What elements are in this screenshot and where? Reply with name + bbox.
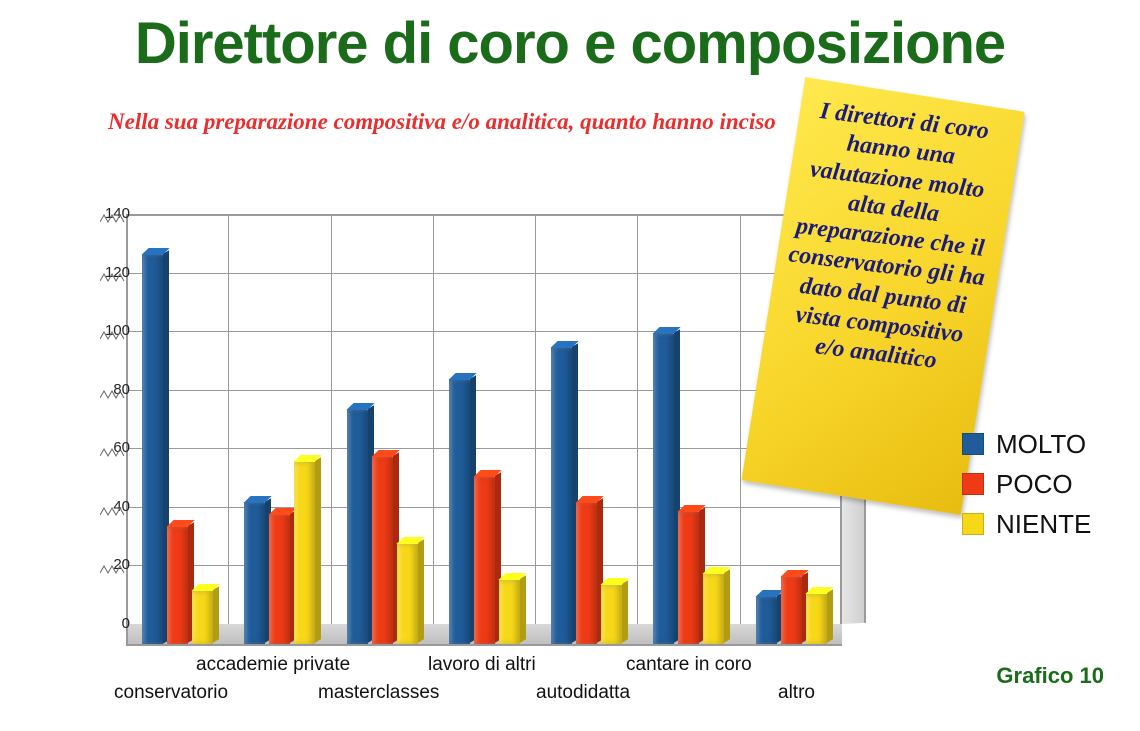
bar-group — [637, 234, 739, 644]
y-axis-tick-mark — [100, 327, 126, 336]
y-axis-tick-mark — [100, 561, 126, 570]
callout-note-text: I direttori di coro hanno una valutazione molto alta della preparazione che il conservatorio gli ha dato dal punto di vista compositivo e/o analitico — [787, 98, 991, 375]
bar-niente-masterclasses — [397, 544, 418, 644]
bar-face — [678, 512, 699, 644]
legend-item — [962, 424, 1091, 464]
bar-side — [724, 569, 730, 643]
category-label: masterclasses — [318, 682, 440, 703]
bar-face — [806, 594, 827, 644]
bar-face — [653, 334, 674, 644]
y-axis-tick-mark — [100, 386, 126, 395]
bar-molto-conservatorio — [142, 255, 163, 645]
category-label: altro — [778, 682, 815, 703]
bar-poco-lavoro-di-altri — [474, 477, 495, 644]
bar-face — [142, 255, 163, 645]
bar-molto-altro — [756, 597, 777, 644]
legend-label: MOLTO — [996, 428, 1087, 459]
y-axis-tick-mark — [100, 210, 126, 219]
bar-niente-cantare-in-coro — [703, 574, 724, 644]
category-label: conservatorio — [114, 682, 229, 703]
bar-group — [535, 234, 637, 644]
bar-face — [551, 348, 572, 644]
page-title: Direttore di coro e composizione — [134, 11, 1006, 76]
bar-molto-lavoro-di-altri — [449, 380, 470, 644]
bar-poco-cantare-in-coro — [678, 512, 699, 644]
bar-side — [418, 540, 424, 643]
bar-face — [449, 380, 470, 644]
bar-poco-conservatorio — [167, 527, 188, 644]
bar-face — [244, 503, 265, 644]
bar-side — [827, 589, 833, 642]
category-label: cantare in coro — [626, 654, 752, 675]
bar-face — [294, 462, 315, 644]
y-axis-tick-label: 120 — [104, 263, 130, 281]
bar-side — [213, 587, 219, 643]
y-axis-tick-label: 140 — [104, 205, 130, 222]
legend-swatch-poco — [962, 473, 984, 495]
bar-face — [192, 591, 213, 644]
y-axis-tick-label: 40 — [113, 497, 130, 515]
bar-face — [703, 574, 724, 644]
category-label: autodidatta — [536, 682, 631, 703]
bar-poco-accademie-private — [269, 515, 290, 644]
slide-subtitle: Nella sua preparazione compositiva e/o analitica, quanto hanno inciso — [108, 109, 776, 134]
bar-face — [576, 503, 597, 644]
bar-molto-cantare-in-coro — [653, 334, 674, 644]
category-label: lavoro di altri — [428, 654, 536, 675]
chart-caption: Grafico 10 — [996, 663, 1104, 688]
bar-side — [622, 581, 628, 643]
gridline — [126, 214, 842, 215]
legend-swatch-molto — [962, 433, 984, 455]
chart-legend — [962, 424, 1091, 544]
bar-face — [499, 580, 520, 644]
legend-label: NIENTE — [996, 508, 1092, 539]
bar-face — [474, 477, 495, 644]
y-axis-tick-label: 20 — [113, 556, 130, 574]
bar-niente-lavoro-di-altri — [499, 580, 520, 644]
legend-label: POCO — [996, 468, 1073, 499]
bar-face — [781, 577, 802, 644]
bar-molto-masterclasses — [347, 410, 368, 644]
bar-face — [167, 527, 188, 644]
bar-niente-accademie-private — [294, 462, 315, 644]
bar-group — [433, 234, 535, 644]
bar-group — [126, 234, 228, 644]
bar-face — [756, 597, 777, 644]
legend-item — [962, 464, 1091, 504]
y-axis-tick-mark — [100, 503, 126, 512]
bar-group — [228, 234, 330, 644]
bar-face — [269, 515, 290, 644]
bar-poco-altro — [781, 577, 802, 644]
legend-swatch-niente — [962, 513, 984, 535]
bar-face — [347, 410, 368, 644]
bar-niente-altro — [806, 594, 827, 644]
bar-group — [331, 234, 433, 644]
bar-side — [520, 575, 526, 643]
y-axis-tick-label: 60 — [113, 439, 130, 457]
y-axis-tick-label: 80 — [113, 380, 130, 398]
bar-molto-accademie-private — [244, 503, 265, 644]
bar-poco-masterclasses — [372, 457, 393, 644]
y-axis-tick-mark — [100, 444, 126, 453]
bar-face — [397, 544, 418, 644]
category-label: accademie private — [196, 654, 351, 675]
y-axis-tick-label: 0 — [121, 615, 130, 632]
bar-molto-autodidatta — [551, 348, 572, 644]
y-axis-tick-mark — [100, 269, 126, 278]
bar-poco-autodidatta — [576, 503, 597, 644]
bar-face — [372, 457, 393, 644]
category-axis-labels — [78, 648, 978, 708]
y-axis-tick-label: 100 — [104, 322, 130, 340]
bar-niente-conservatorio — [192, 591, 213, 644]
bar-niente-autodidatta — [601, 585, 622, 644]
legend-item — [962, 504, 1091, 544]
bar-face — [601, 585, 622, 644]
bar-side — [315, 458, 321, 643]
